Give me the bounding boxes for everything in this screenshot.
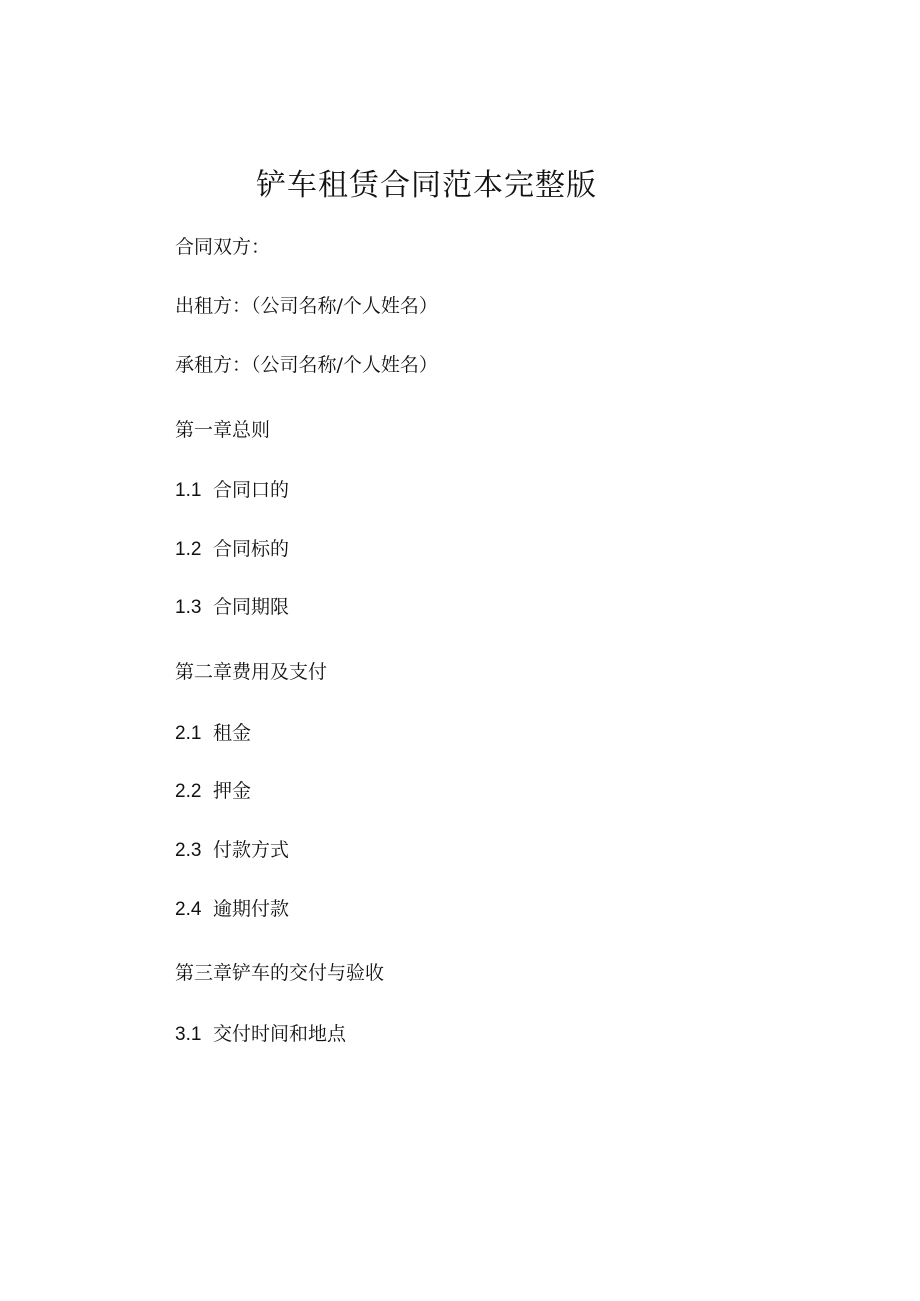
section-1-1: [175, 479, 289, 503]
section-1-3: [175, 596, 289, 620]
section-2-1: [175, 722, 251, 746]
section-title: 押金: [213, 780, 252, 802]
section-title: 付款方式: [213, 839, 290, 861]
section-1-2: [175, 538, 289, 562]
chapter-2-heading: 第二章费用及支付: [175, 661, 328, 683]
section-2-4: [175, 898, 289, 922]
section-title: 逾期付款: [213, 898, 290, 920]
section-title: 合同口的: [213, 479, 290, 501]
section-2-2: [175, 780, 251, 804]
section-number: 2.3: [175, 840, 202, 861]
chapter-3-heading: 第三章铲车的交付与验收: [175, 962, 385, 984]
document-title: 铲车租赁合同范本完整版: [256, 168, 597, 203]
section-title: 租金: [213, 722, 252, 744]
section-number: 1.1: [175, 480, 202, 501]
section-number: 2.2: [175, 781, 202, 802]
section-title: 合同期限: [213, 596, 290, 618]
chapter-1-heading: 第一章总则: [175, 419, 271, 441]
section-3-1: [175, 1023, 346, 1047]
section-title: 合同标的: [213, 538, 290, 560]
section-number: 2.1: [175, 723, 202, 744]
section-number: 3.1: [175, 1024, 202, 1045]
section-number: 1.3: [175, 597, 202, 618]
lessor-line: 出租方：（公司名称/个人姓名）: [175, 295, 438, 317]
section-title: 交付时间和地点: [213, 1023, 347, 1045]
section-number: 2.4: [175, 899, 202, 920]
section-number: 1.2: [175, 539, 202, 560]
section-2-3: [175, 839, 289, 863]
lessee-line: 承租方：（公司名称/个人姓名）: [175, 354, 438, 376]
parties-label: 合同双方：: [175, 236, 271, 258]
